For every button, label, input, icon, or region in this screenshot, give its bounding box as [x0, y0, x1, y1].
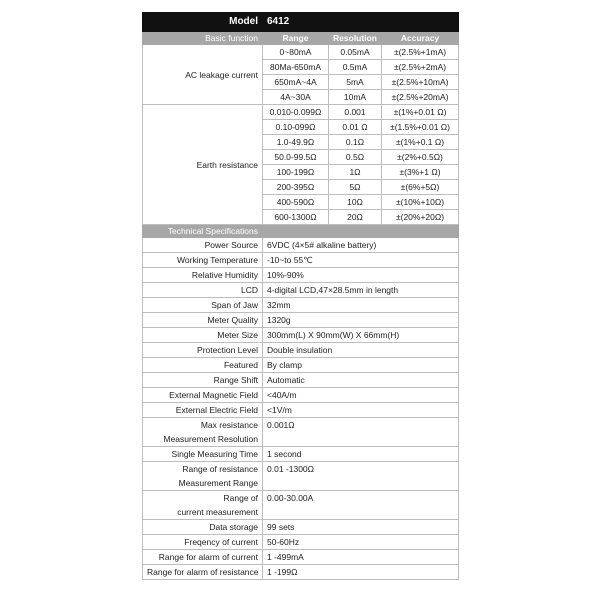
resolution-cell: 0.05mA	[329, 45, 382, 60]
spec-row	[143, 403, 459, 418]
spec-row	[143, 520, 459, 535]
spec-row	[143, 358, 459, 373]
spec-value-cell	[263, 491, 459, 520]
technical-specifications-header-row	[143, 225, 459, 238]
accuracy-cell: ±(2%+0.5Ω)	[382, 150, 459, 165]
resolution-cell: 0.001	[329, 105, 382, 120]
resolution-cell: 1Ω	[329, 165, 382, 180]
spec-value: 50-60Hz	[267, 537, 300, 547]
spec-label-cell	[143, 328, 263, 343]
spec-row	[143, 268, 459, 283]
spec-label-cell	[143, 358, 263, 373]
spec-label-cell	[143, 343, 263, 358]
spec-value: 300mm(L) X 90mm(W) X 66mm(H)	[267, 330, 400, 340]
basic-function-header-row	[143, 32, 459, 45]
spec-label: Meter Size	[217, 330, 258, 340]
range-cell: 650mA~4A	[263, 75, 329, 90]
spec-value-cell	[263, 418, 459, 447]
spec-row	[143, 328, 459, 343]
accuracy-cell: ±(1%+0.01 Ω)	[382, 105, 459, 120]
spec-value: 1 -199Ω	[267, 567, 298, 577]
spec-value-cell	[263, 268, 459, 283]
spec-value-cell	[263, 565, 459, 580]
spec-value-cell	[263, 298, 459, 313]
spec-value-cell	[263, 253, 459, 268]
spec-value-cell	[263, 328, 459, 343]
spec-table	[142, 12, 459, 580]
spec-value-cell	[263, 462, 459, 491]
resolution-cell: 20Ω	[329, 210, 382, 225]
spec-value: 1 -499mA	[267, 552, 304, 562]
spec-label-cell	[143, 447, 263, 462]
resolution-cell: 0.5Ω	[329, 150, 382, 165]
accuracy-cell: ±(6%+5Ω)	[382, 180, 459, 195]
resolution-cell: 10mA	[329, 90, 382, 105]
resolution-cell: 10Ω	[329, 195, 382, 210]
spec-row	[143, 253, 459, 268]
basic-function-section-label: Basic function	[143, 32, 263, 45]
range-cell: 600-1300Ω	[263, 210, 329, 225]
technical-specifications-section-label: Technical Specifications	[143, 225, 263, 238]
resolution-cell: 5mA	[329, 75, 382, 90]
spec-value: 4-digital LCD,47×28.5mm in length	[267, 285, 399, 295]
spec-label-cell	[143, 388, 263, 403]
spec-label: Meter Quality	[207, 315, 258, 325]
range-cell: 200-395Ω	[263, 180, 329, 195]
spec-label-cell	[143, 418, 263, 447]
spec-value-cell	[263, 343, 459, 358]
accuracy-column-header: Accuracy	[382, 32, 459, 45]
spec-row	[143, 565, 459, 580]
spec-label-cell	[143, 550, 263, 565]
spec-label: Range Shift	[213, 375, 258, 385]
accuracy-cell: ±(2.5%+1mA)	[382, 45, 459, 60]
accuracy-cell: ±(2.5%+10mA)	[382, 75, 459, 90]
basic-function-row	[143, 105, 459, 120]
range-cell: 50.0-99.5Ω	[263, 150, 329, 165]
spec-value-cell	[263, 313, 459, 328]
accuracy-cell: ±(20%+20Ω)	[382, 210, 459, 225]
resolution-cell: 0.5mA	[329, 60, 382, 75]
spec-label: LCD	[240, 285, 258, 295]
spec-row	[143, 238, 459, 253]
range-cell: 0~80mA	[263, 45, 329, 60]
accuracy-cell: ±(3%+1 Ω)	[382, 165, 459, 180]
spec-value: 0.001Ω	[267, 420, 295, 430]
spec-label-cell	[143, 253, 263, 268]
spec-value: 0.00-30.00A	[267, 493, 314, 503]
spec-label: Featured	[223, 360, 258, 370]
spec-value-cell	[263, 403, 459, 418]
spec-value: 10%-90%	[267, 270, 304, 280]
function-name-cell: Earth resistance	[143, 105, 263, 225]
accuracy-cell: ±(2.5%+2mA)	[382, 60, 459, 75]
spec-label-cell	[143, 565, 263, 580]
spec-row	[143, 298, 459, 313]
spec-label: Range of resistance	[182, 464, 258, 474]
spec-label: Span of Jaw	[211, 300, 258, 310]
spec-value-cell	[263, 388, 459, 403]
spec-value-cell	[263, 283, 459, 298]
model-label: Model	[143, 13, 263, 32]
spec-row	[143, 283, 459, 298]
spec-label-line-2: Measurement Resolution	[163, 434, 258, 444]
spec-row	[143, 462, 459, 491]
spec-value: 1 second	[267, 449, 302, 459]
section-header-filler	[263, 225, 459, 238]
spec-value: -10~to 55℃	[267, 255, 313, 265]
spec-label: Power Source	[204, 240, 258, 250]
spec-label-cell	[143, 373, 263, 388]
spec-value: Automatic	[267, 375, 305, 385]
spec-label: Single Measuring Time	[171, 449, 258, 459]
spec-label-cell	[143, 520, 263, 535]
spec-label-line-2: current measurement	[177, 507, 258, 517]
function-name-cell: AC leakage current	[143, 45, 263, 105]
spec-row	[143, 343, 459, 358]
spec-label: Max resistance	[200, 420, 258, 430]
accuracy-cell: ±(10%+10Ω)	[382, 195, 459, 210]
spec-row	[143, 373, 459, 388]
spec-label: Range for alarm of resistance	[147, 567, 259, 577]
resolution-column-header: Resolution	[329, 32, 382, 45]
spec-label-cell	[143, 403, 263, 418]
model-row	[143, 13, 459, 32]
spec-value-cell	[263, 550, 459, 565]
spec-label: Protection Level	[197, 345, 258, 355]
spec-label: Working Temperature	[177, 255, 258, 265]
accuracy-cell: ±(1.5%+0.01 Ω)	[382, 120, 459, 135]
resolution-cell: 5Ω	[329, 180, 382, 195]
spec-label-cell	[143, 283, 263, 298]
spec-label: Range for alarm of current	[158, 552, 258, 562]
spec-value: <40A/m	[267, 390, 297, 400]
spec-row	[143, 313, 459, 328]
spec-value-cell	[263, 447, 459, 462]
resolution-cell: 0.01 Ω	[329, 120, 382, 135]
model-value: 6412	[263, 13, 459, 32]
spec-row	[143, 418, 459, 447]
range-column-header: Range	[263, 32, 329, 45]
range-cell: 80Ma-650mA	[263, 60, 329, 75]
spec-row	[143, 447, 459, 462]
range-cell: 400-590Ω	[263, 195, 329, 210]
spec-value: 1320g	[267, 315, 291, 325]
spec-value-cell	[263, 373, 459, 388]
spec-row	[143, 535, 459, 550]
spec-label-line-2: Measurement Range	[178, 478, 258, 488]
spec-value: <1V/m	[267, 405, 292, 415]
spec-label: Data storage	[209, 522, 258, 532]
range-cell: 100-199Ω	[263, 165, 329, 180]
spec-label: Relative Humidity	[191, 270, 258, 280]
spec-value: 32mm	[267, 300, 291, 310]
spec-row	[143, 491, 459, 520]
spec-label-cell	[143, 268, 263, 283]
spec-value-cell	[263, 238, 459, 253]
resolution-cell: 0.1Ω	[329, 135, 382, 150]
spec-row	[143, 388, 459, 403]
spec-label-cell	[143, 313, 263, 328]
accuracy-cell: ±(1%+0.1 Ω)	[382, 135, 459, 150]
spec-value: By clamp	[267, 360, 302, 370]
spec-value: 6VDC (4×5# alkaline battery)	[267, 240, 377, 250]
spec-value: Double insulation	[267, 345, 333, 355]
spec-label-cell	[143, 462, 263, 491]
range-cell: 4A~30A	[263, 90, 329, 105]
spec-label-cell	[143, 238, 263, 253]
spec-table-body	[143, 13, 459, 580]
spec-value: 0.01 -1300Ω	[267, 464, 314, 474]
spec-label-cell	[143, 491, 263, 520]
spec-value: 99 sets	[267, 522, 295, 532]
range-cell: 0.010-0.099Ω	[263, 105, 329, 120]
spec-row	[143, 550, 459, 565]
spec-label: External Magnetic Field	[169, 390, 258, 400]
spec-value-cell	[263, 358, 459, 373]
spec-label-cell	[143, 535, 263, 550]
spec-value-cell	[263, 520, 459, 535]
range-cell: 1.0-49.9Ω	[263, 135, 329, 150]
spec-label: External Electric Field	[175, 405, 258, 415]
spec-label: Range of	[223, 493, 258, 503]
range-cell: 0.10-099Ω	[263, 120, 329, 135]
spec-label: Freqency of current	[184, 537, 258, 547]
basic-function-row	[143, 45, 459, 60]
spec-value-cell	[263, 535, 459, 550]
spec-label-cell	[143, 298, 263, 313]
accuracy-cell: ±(2.5%+20mA)	[382, 90, 459, 105]
